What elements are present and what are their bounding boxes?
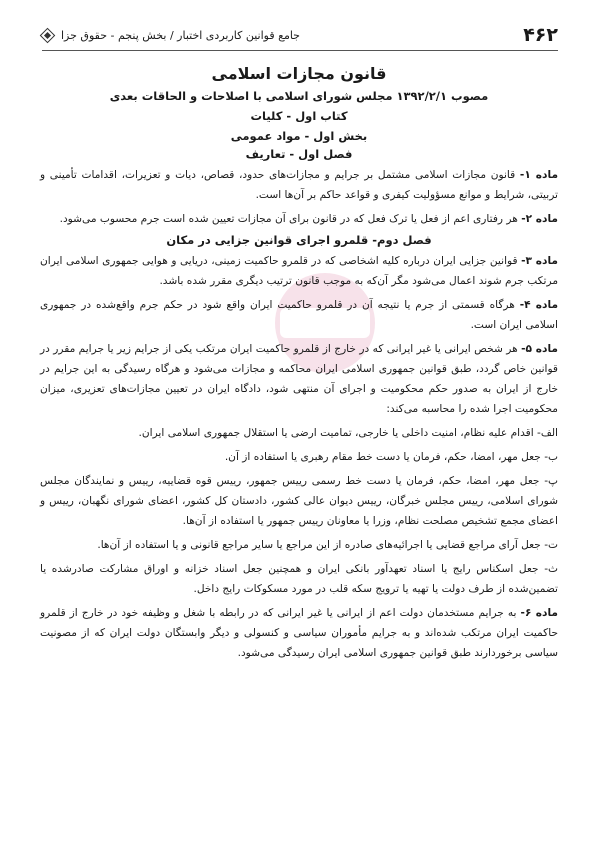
running-title-text: جامع قوانین کاربردی اختبار / بخش پنجم - حقوق جزا: [61, 28, 300, 42]
law-subtitle: مصوب ۱۳۹۲/۲/۱ مجلس شورای اسلامی با اصلاحات و الحاقات بعدی: [109, 89, 489, 103]
article-6: [40, 603, 558, 663]
clause-alef: الف- اقدام علیه نظام، امنیت داخلی یا خارجی، تمامیت ارضی یا استقلال جمهوری اسلامی ایران.: [138, 427, 558, 439]
clause-se: ث- جعل اسکناس رایج یا اسناد تعهدآور بانکی ایران و همچنین جعل اسناد خزانه و اوراق مشارکت صادرشده یا تضمین‌شده از طرف دولت یا تهیه یا ترویج سکه قلب در مورد مسکوکات رایج داخل.: [40, 563, 558, 595]
clause-pe: پ- جعل مهر، امضا، حکم، فرمان یا دست خط رسمی رییس جمهور، رییس قوه قضاییه، رییس و نمایندگان مجلس شورای اسلامی، رییس مجلس خبرگان، رییس دیوان عالی کشور، دادستان کل کشور، اعضای شورای نگهبان، رییس و اعضای مجمع تشخیص مصلحت نظام، وزرا یا معاونان رییس جمهور یا استفاده از آن‌ها.: [40, 475, 558, 527]
article-6-label: ماده ۶-: [520, 607, 558, 619]
article-2-text: هر رفتاری اعم از فعل یا ترک فعل که در قانون برای آن مجازات تعیین شده است جرم محسوب می‌شود.: [59, 213, 522, 225]
article-4: [40, 295, 558, 335]
article-1-label: ماده ۱-: [519, 169, 558, 181]
article-5-label: ماده ۵-: [521, 343, 558, 355]
article-1: [40, 165, 558, 205]
article-5: [40, 339, 558, 419]
page-number: ۴۶۲: [523, 24, 558, 46]
article-2-label: ماده ۲-: [521, 213, 558, 225]
article-5-text: هر شخص ایرانی یا غیر ایرانی که در خارج از قلمرو حاکمیت ایران مرتکب یکی از جرایم زیر یا جرایم مقرر در قوانین خاص گردد، طبق قوانین جمهوری اسلامی ایران محاکمه و مجازات می‌شود و هرگاه رسیدگی به این جرایم در خارج از ایران به صدور حکم محکومیت و اجرای آن منتهی شود، دادگاه ایران در تعیین مجازات‌های تعزیری، میزان محکومیت اجرا شده را محاسبه می‌کند:: [40, 343, 558, 415]
article-1-text: قانون مجازات اسلامی مشتمل بر جرایم و مجازات‌های حدود، قصاص، دیات و تعزیرات، اقدامات تأمینی و تربیتی، شرایط و موانع مسؤولیت کیفری و قواعد حاکم بر آن‌ها است.: [40, 169, 558, 201]
article-4-text: هرگاه قسمتی از جرم یا نتیجه آن در قلمرو حاکمیت ایران واقع شود در حکم جرم واقع‌شده در جمهوری اسلامی ایران است.: [40, 299, 558, 331]
diamond-ornament-icon: [40, 27, 56, 43]
article-3-label: ماده ۳-: [521, 255, 558, 267]
document-body: [40, 64, 558, 667]
book-heading: کتاب اول - کلیات: [250, 109, 348, 123]
clause-be: ب- جعل مهر، امضا، حکم، فرمان یا دست خط مقام رهبری یا استفاده از آن.: [224, 451, 558, 463]
law-title: قانون مجازات اسلامی: [211, 64, 387, 83]
running-title: [42, 29, 300, 42]
clause-te: ت- جعل آرای مراجع قضایی یا اجرائیه‌های صادره از این مراجع یا سایر مراجع قانونی و یا استفاده از آن‌ها.: [97, 539, 558, 551]
article-3: [40, 251, 558, 291]
article-6-text: به جرایم مستخدمان دولت اعم از ایرانی یا غیر ایرانی که در رابطه با شغل و وظیفه خود در خارج از قلمرو حاکمیت ایران مرتکب شده‌اند و به جرایم مأموران سیاسی و کنسولی و دیگر وابستگان دولت ایران که از مصونیت سیاسی برخوردارند طبق قوانین جمهوری اسلامی ایران رسیدگی می‌شود.: [40, 607, 558, 659]
article-3-text: قوانین جزایی ایران درباره کلیه اشخاصی که در قلمرو حاکمیت زمینی، دریایی و هوایی جمهوری اسلامی ایران مرتکب جرم شوند اعمال می‌شود مگر آن‌که به موجب قانون ترتیب دیگری مقرر شده باشد.: [40, 255, 558, 287]
part-heading: بخش اول - مواد عمومی: [230, 129, 368, 143]
chapter-heading-1: فصل اول - تعاریف: [245, 147, 353, 161]
article-4-label: ماده ۴-: [519, 299, 559, 311]
article-2: [40, 209, 558, 229]
chapter-heading-2: فصل دوم- قلمرو اجرای قوانین جزایی در مکان: [166, 233, 432, 247]
page-header: [42, 20, 558, 51]
